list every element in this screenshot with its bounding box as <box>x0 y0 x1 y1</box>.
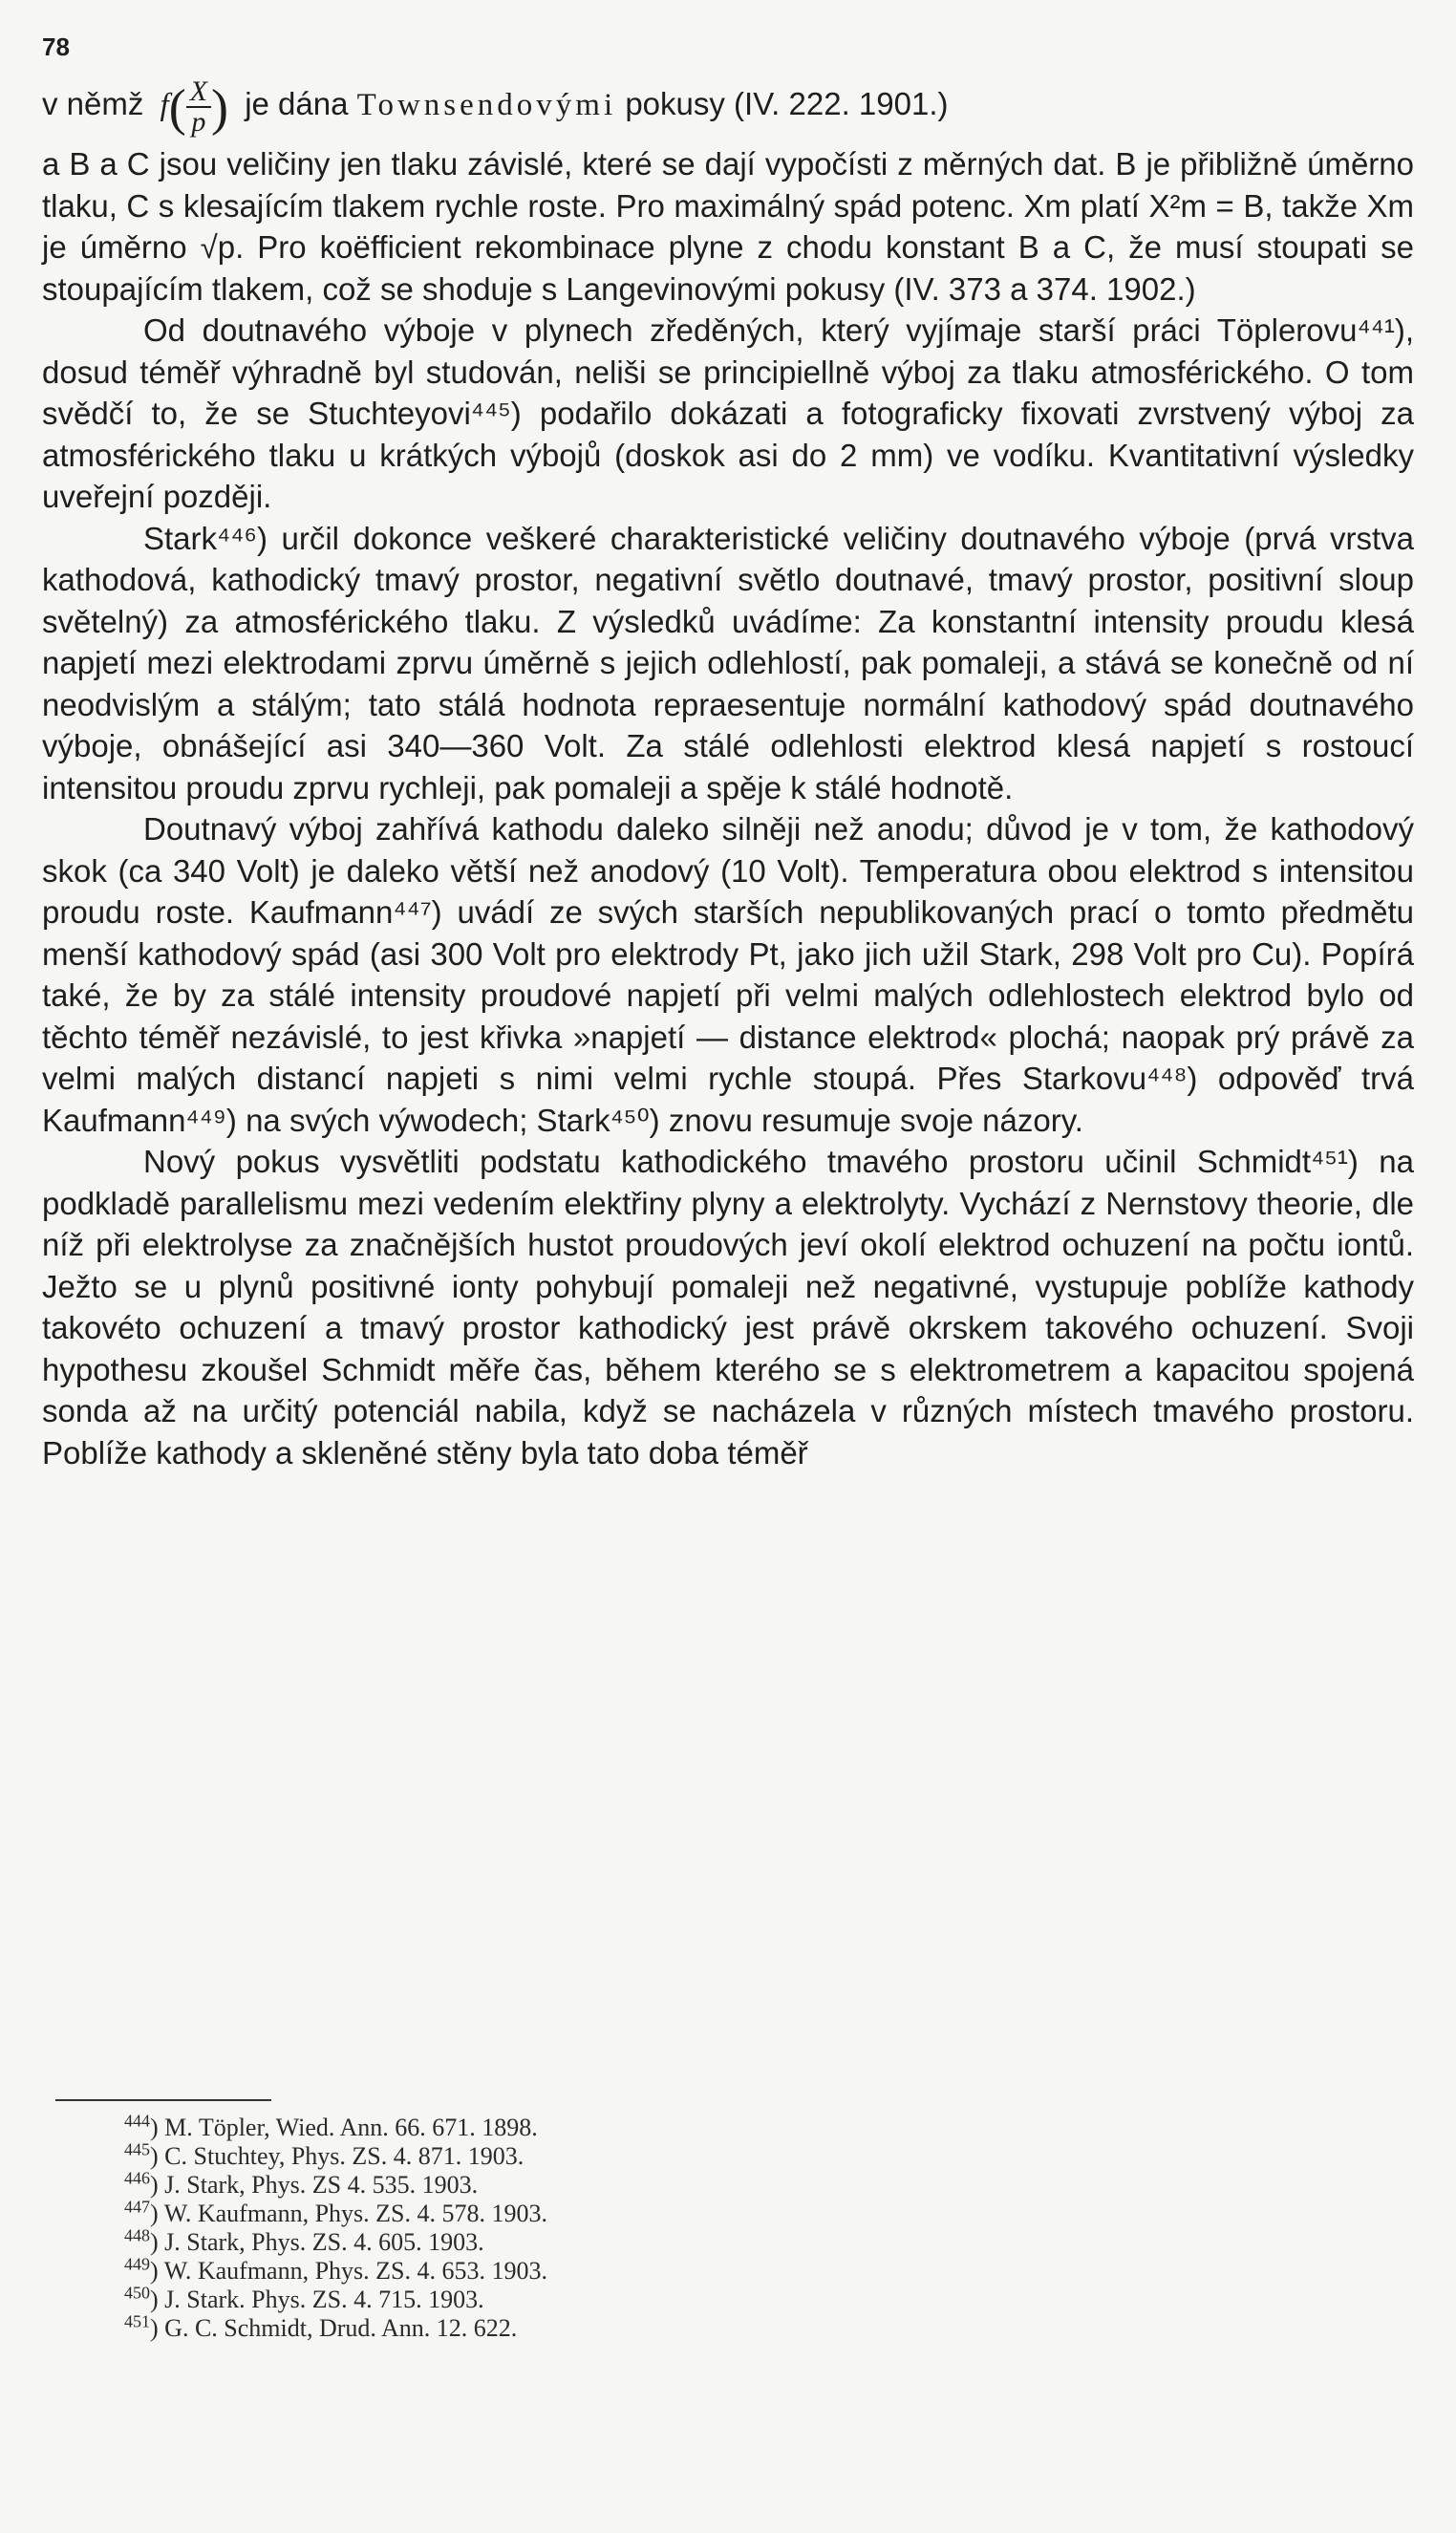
formula-suffix-a: je dána <box>245 86 349 121</box>
footnote-number: 450 <box>124 2283 150 2303</box>
footnote-number: 445 <box>124 2139 150 2159</box>
footnote-number: 448 <box>124 2225 150 2245</box>
footnote-number: 447 <box>124 2197 150 2217</box>
footnote-number: 449 <box>124 2254 150 2274</box>
formula-line <box>42 71 1414 140</box>
footnote-text: J. Stark. Phys. ZS. 4. 715. 1903. <box>164 2286 484 2313</box>
paragraph-3: Stark⁴⁴⁶) určil dokonce veškeré charakteristické veličiny doutnavého výboje (prvá vrstva kathodová, kathodický tmavý prostor, negativní světlo doutnavé, tmavý prostor, positivní sloup světelný) za atmosférického tlaku. Z výsledků uvádíme: Za konstantní intensity proudu klesá napjetí mezi elektrodami zprvu úměrně s jejich odlehlostí, pak pomaleji, a stává se konečně od ní neodvislým a stálým; tato stálá hodnota repraesentuje normální kathodový spád doutnavého výboje, obnášející asi 340—360 Volt. Za stálé odlehlosti elektrod klesá napjetí s rostoucí intensitou proudu zprvu rychleji, pak pomaleji a spěje k stálé hodnotě. <box>42 520 1414 805</box>
footnote-text: J. Stark, Phys. ZS 4. 535. 1903. <box>164 2171 479 2199</box>
formula-func: f <box>160 88 169 123</box>
footnote-number: 444 <box>124 2111 150 2131</box>
footnote-item: $^{451}$) G. C. Schmidt, Drud. Ann. 12. 622. <box>124 2311 518 2342</box>
formula-prefix: v němž <box>42 86 144 121</box>
footnote-text: W. Kaufmann, Phys. ZS. 4. 578. 1903. <box>163 2200 548 2227</box>
formula-suffix-b: pokusy (IV. 222. 1901.) <box>625 86 949 121</box>
paragraph-1: a B a C jsou veličiny jen tlaku závislé, které se dají vypočísti z měrných dat. B je přibližně úměrno tlaku, C s klesajícím tlakem rychle roste. Pro maximálný spád potenc. Xm platí X²m = B, takže Xm je úměrno √p. Pro koëfficient rekombinace plyne z chodu konstant B a C, že musí stoupati se stoupajícím tlakem, což se shoduje s Langevinovými pokusy (IV. 373 a 374. 1902.) <box>42 146 1414 307</box>
footnote-text: G. C. Schmidt, Drud. Ann. 12. 622. <box>164 2314 518 2342</box>
page-number: 78 <box>42 32 70 61</box>
footnote-item: $^{450}$) J. Stark. Phys. ZS. 4. 715. 1903. <box>124 2283 484 2313</box>
paragraph-5: Nový pokus vysvětliti podstatu kathodického tmavého prostoru učinil Schmidt⁴⁵¹) na podkladě parallelismu mezi vedením elektřiny plyny a elektrolyty. Vychází z Nernstovy theorie, dle níž při elektrolyse za značnějších hustot proudových jeví okolí elektrod ochuzení na počtu iontů. Ježto se u plynů positivné ionty pohybují pomaleji než negativné, vystupuje poblíže kathody takovéto ochuzení a tmavý prostor kathodický jest právě okrskem takového ochuzení. Svoji hypothesu zkoušel Schmidt měře čas, během kterého se s elektrometrem a kapacitou spojená sonda až na určitý potenciál nabila, když se nacházela v různých místech tmavého prostoru. Poblíže kathody a skleněné stěny byla tato doba téměř <box>42 1144 1414 1470</box>
footnote-item: $^{445}$) C. Stuchtey, Phys. ZS. 4. 871. 1903. <box>124 2139 525 2170</box>
footnote-number: 446 <box>124 2168 150 2188</box>
footnote-item: $^{446}$) J. Stark, Phys. ZS 4. 535. 1903. <box>124 2168 479 2199</box>
formula-denominator: p <box>191 106 206 139</box>
footnote-item: $^{447}$) W. Kaufmann, Phys. ZS. 4. 578. 1903. <box>124 2197 548 2227</box>
formula-author: Townsendovými <box>356 88 617 122</box>
footnote-divider <box>55 2099 271 2101</box>
footnote-item: $^{448}$) J. Stark, Phys. ZS. 4. 605. 1903. <box>124 2225 484 2256</box>
body-text <box>42 143 1414 1473</box>
footnote-item: $^{449}$) W. Kaufmann, Phys. ZS. 4. 653. 1903. <box>124 2254 548 2285</box>
formula-numerator: X <box>186 77 211 108</box>
paragraph-4: Doutnavý výboj zahřívá kathodu daleko silněji než anodu; důvod je v tom, že kathodový skok (ca 340 Volt) je daleko větší než anodový (10 Volt). Temperatura obou elektrod s intensitou proudu roste. Kaufmann⁴⁴⁷) uvádí ze svých starších nepublikovaných prací o tomto předmětu menší kathodový spád (asi 300 Volt pro elektrody Pt, jako jich užil Stark, 298 Volt pro Cu). Popírá také, že by za stálé intensity proudové napjetí při velmi malých odlehlostech elektrod bylo od těchto téměř nezávislé, to jest křivka »napjetí — distance elektrod« plochá; naopak prý právě za velmi malých distancí napjeti s nimi velmi rychle stoupá. Přes Starkovu⁴⁴⁸) odpověď trvá Kaufmann⁴⁴⁹) na svých výwodech; Stark⁴⁵⁰) znovu resumuje svoje názory. <box>42 811 1414 1138</box>
formula-expression: f( $\frac{X}{p}$ ) <box>160 75 229 139</box>
footnote-item: $^{444}$) M. Töpler, Wied. Ann. 66. 671. 1898. <box>124 2111 538 2141</box>
footnote-text: W. Kaufmann, Phys. ZS. 4. 653. 1903. <box>163 2257 548 2285</box>
footnotes <box>124 2111 548 2343</box>
footnote-number: 451 <box>124 2311 150 2331</box>
footnote-text: C. Stuchtey, Phys. ZS. 4. 871. 1903. <box>164 2142 525 2170</box>
formula-fraction <box>186 77 211 137</box>
footnote-text: M. Töpler, Wied. Ann. 66. 671. 1898. <box>164 2114 538 2141</box>
paragraph-2: Od doutnavého výboje v plynech zředěných, který vyjímaje starší práci Töplerovu⁴⁴¹), dosud téměř výhradně byl studován, neliši se principiellně výboj za tlaku atmosférického. O tom svědčí to, že se Stuchteyovi⁴⁴⁵) podařilo dokázati a fotograficky fixovati zvrstvený výboj za atmosférického tlaku u krátkých výbojů (doskok asi do 2 mm) ve vodíku. Kvantitativní výsledky uveřejní později. <box>42 312 1414 514</box>
footnote-text: J. Stark, Phys. ZS. 4. 605. 1903. <box>164 2228 484 2256</box>
